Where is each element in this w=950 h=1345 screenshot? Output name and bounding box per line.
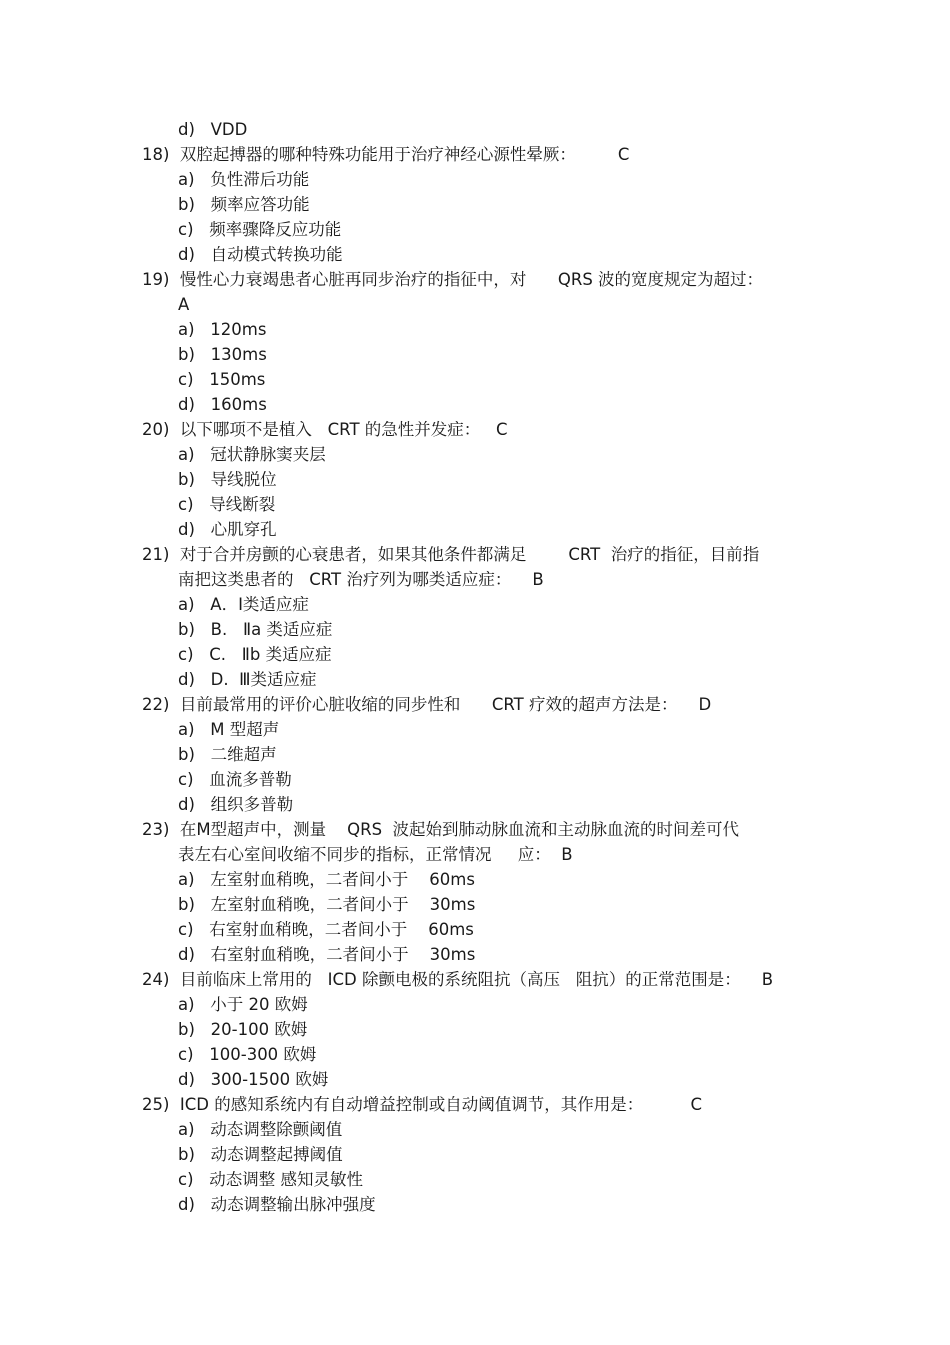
text-line: 20) 以下哪项不是植入 CRT 的急性并发症： C (142, 420, 508, 439)
text-line: 19) 慢性心力衰竭患者心脏再同步治疗的指征中，对 QRS 波的宽度规定为超过： (142, 270, 764, 289)
text-line: c) 100-300 欧姆 (178, 1045, 317, 1064)
text-line: d) 动态调整输出脉冲强度 (178, 1195, 376, 1214)
text-line: 23) 在M型超声中，测量 QRS 波起始到肺动脉血流和主动脉血流的时间差可代 (142, 820, 740, 839)
text-line: d) 300-1500 欧姆 (178, 1070, 329, 1089)
text-line: a) 冠状静脉窦夹层 (178, 445, 326, 464)
text-line: a) 左室射血稍晚，二者间小于 60ms (178, 870, 475, 889)
text-line: d) 组织多普勒 (178, 795, 294, 814)
text-line: b) 左室射血稍晚，二者间小于 30ms (178, 895, 476, 914)
text-line: a) 小于 20 欧姆 (178, 995, 308, 1014)
text-line: b) 130ms (178, 345, 267, 364)
text-line: A (178, 295, 190, 314)
text-line: 24) 目前临床上常用的 ICD 除颤电极的系统阻抗（高压 阻抗）的正常范围是： B (142, 970, 774, 989)
text-line: 22) 目前最常用的评价心脏收缩的同步性和 CRT 疗效的超声方法是： D (142, 695, 712, 714)
text-line: a) A．Ⅰ类适应症 (178, 595, 309, 614)
text-line: c) 血流多普勒 (178, 770, 292, 789)
text-line: b) 20-100 欧姆 (178, 1020, 308, 1039)
text-line: c) 导线断裂 (178, 495, 276, 514)
text-line: d) D. Ⅲ类适应症 (178, 670, 317, 689)
text-line: a) 负性滞后功能 (178, 170, 310, 189)
text-line: c) 右室射血稍晚，二者间小于 60ms (178, 920, 474, 939)
text-line: d) VDD (178, 120, 248, 139)
text-line: 18) 双腔起搏器的哪种特殊功能用于治疗神经心源性晕厥： C (142, 145, 630, 164)
text-line: a) 120ms (178, 320, 267, 339)
text-line: 21) 对于合并房颤的心衰患者，如果其他条件都满足 CRT 治疗的指征，目前指 (142, 545, 760, 564)
text-line: c) 频率骤降反应功能 (178, 220, 342, 239)
text-line: d) 右室射血稍晚，二者间小于 30ms (178, 945, 476, 964)
text-line: b) B. Ⅱa 类适应症 (178, 620, 333, 639)
text-line: a) 动态调整除颤阈值 (178, 1120, 343, 1139)
text-line: 表左右心室间收缩不同步的指标，正常情况 应： B (178, 845, 573, 864)
text-line: d) 160ms (178, 395, 267, 414)
text-line: a) M 型超声 (178, 720, 280, 739)
text-line: c) C. Ⅱb 类适应症 (178, 645, 332, 664)
text-line: 25) ICD 的感知系统内有自动增益控制或自动阈值调节，其作用是： C (142, 1095, 702, 1114)
text-line: d) 心肌穿孔 (178, 520, 277, 539)
text-line: c) 动态调整 感知灵敏性 (178, 1170, 363, 1189)
text-line: b) 频率应答功能 (178, 195, 310, 214)
text-line: b) 导线脱位 (178, 470, 277, 489)
text-line: b) 动态调整起搏阈值 (178, 1145, 343, 1164)
text-line: c) 150ms (178, 370, 266, 389)
text-line: d) 自动模式转换功能 (178, 245, 343, 264)
text-line: 南把这类患者的 CRT 治疗列为哪类适应症： B (178, 570, 544, 589)
text-line: b) 二维超声 (178, 745, 277, 764)
